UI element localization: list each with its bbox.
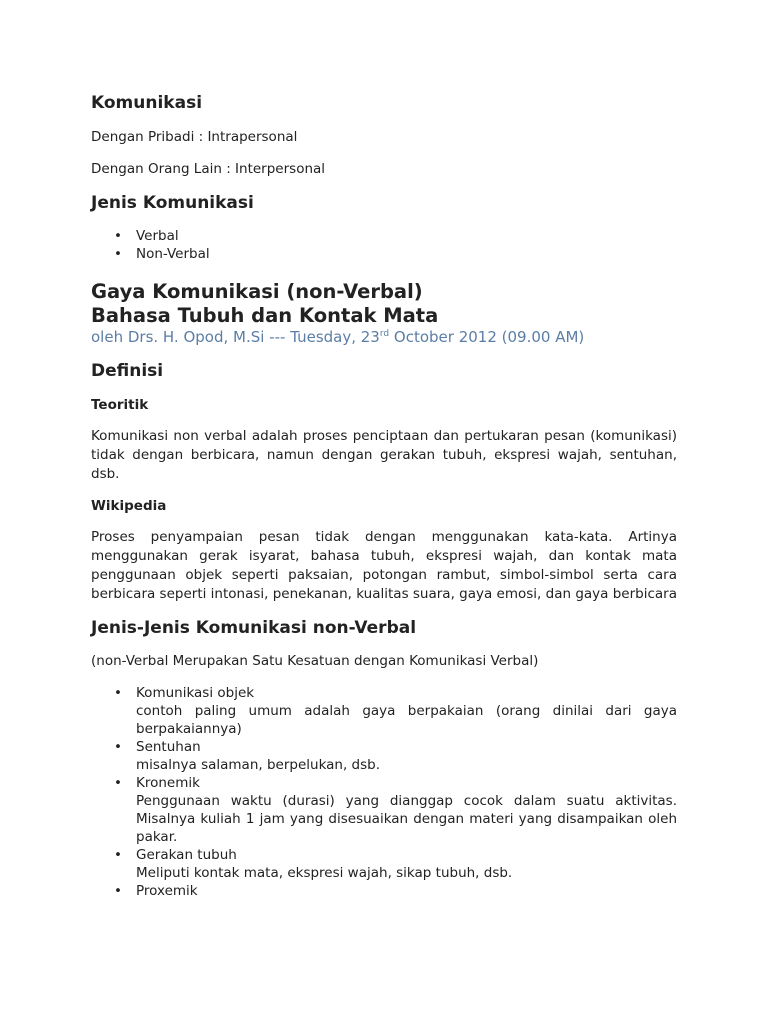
list-item-sentuhan	[91, 738, 677, 774]
document-title-line-1: Gaya Komunikasi (non-Verbal)	[91, 280, 423, 303]
byline-ordinal-suffix: rd	[379, 329, 390, 339]
byline	[91, 328, 677, 347]
item-title: Sentuhan	[136, 739, 201, 755]
section-heading-jenis-komunikasi: Jenis Komunikasi	[91, 193, 254, 213]
item-title: Gerakan tubuh	[136, 847, 237, 863]
item-description: Penggunaan waktu (durasi) yang dianggap cocok dalam suatu aktivitas. Misalnya kuliah 1 jam yang disesuaikan dengan materi yang disampaikan oleh pakar.	[136, 793, 677, 845]
text-interpersonal: Dengan Orang Lain : Interpersonal	[91, 161, 326, 177]
list-item-verbal: • Verbal	[91, 227, 677, 245]
list-item-gerakan-tubuh	[91, 846, 677, 882]
subheading-wikipedia: Wikipedia	[91, 498, 167, 514]
paragraph-wikipedia: Proses penyampaian pesan tidak dengan menggunakan kata-kata. Artinya menggunakan gerak isyarat, bahasa tubuh, ekspresi wajah, dan kontak mata penggunaan objek seperti paksaian, potongan rambut, simbol-simbol serta cara berbicara seperti intonasi, penekanan, kualitas suara, gaya emosi, dan gaya berbicara	[91, 529, 677, 602]
item-description: contoh paling umum adalah gaya berpakaian (orang dinilai dari gaya berpakaiannya)	[136, 703, 677, 737]
item-title: Proxemik	[136, 883, 198, 899]
list-item-kronemik	[91, 774, 677, 846]
byline-prefix: oleh Drs. H. Opod, M.Si --- Tuesday, 23	[91, 328, 380, 346]
item-description: Meliputi kontak mata, ekspresi wajah, sikap tubuh, dsb.	[136, 865, 513, 881]
list-item-non-verbal: • Non-Verbal	[91, 245, 677, 263]
document-title-line-2: Bahasa Tubuh dan Kontak Mata	[91, 304, 439, 327]
item-description: misalnya salaman, berpelukan, dsb.	[136, 757, 381, 773]
section-heading-komunikasi: Komunikasi	[91, 93, 203, 113]
section-heading-jenis-jenis: Jenis-Jenis Komunikasi non-Verbal	[91, 618, 417, 638]
list-jenis-non-verbal	[91, 684, 677, 900]
list-item-komunikasi-objek	[91, 684, 677, 738]
document-content	[91, 92, 677, 900]
section-heading-definisi: Definisi	[91, 361, 164, 381]
text-intrapersonal: Dengan Pribadi : Intrapersonal	[91, 129, 298, 145]
list-jenis-komunikasi	[91, 227, 677, 263]
subheading-teoritik: Teoritik	[91, 397, 149, 413]
item-title: Kronemik	[136, 775, 200, 791]
note-kesatuan: (non-Verbal Merupakan Satu Kesatuan dengan Komunikasi Verbal)	[91, 653, 539, 669]
byline-suffix: October 2012 (09.00 AM)	[389, 328, 585, 346]
paragraph-teoritik: Komunikasi non verbal adalah proses penciptaan dan pertukaran pesan (komunikasi) tidak dengan berbicara, namun dengan gerakan tubuh, ekspresi wajah, sentuhan, dsb.	[91, 428, 677, 482]
list-item-proxemik	[91, 882, 677, 900]
item-title: Komunikasi objek	[136, 685, 255, 701]
